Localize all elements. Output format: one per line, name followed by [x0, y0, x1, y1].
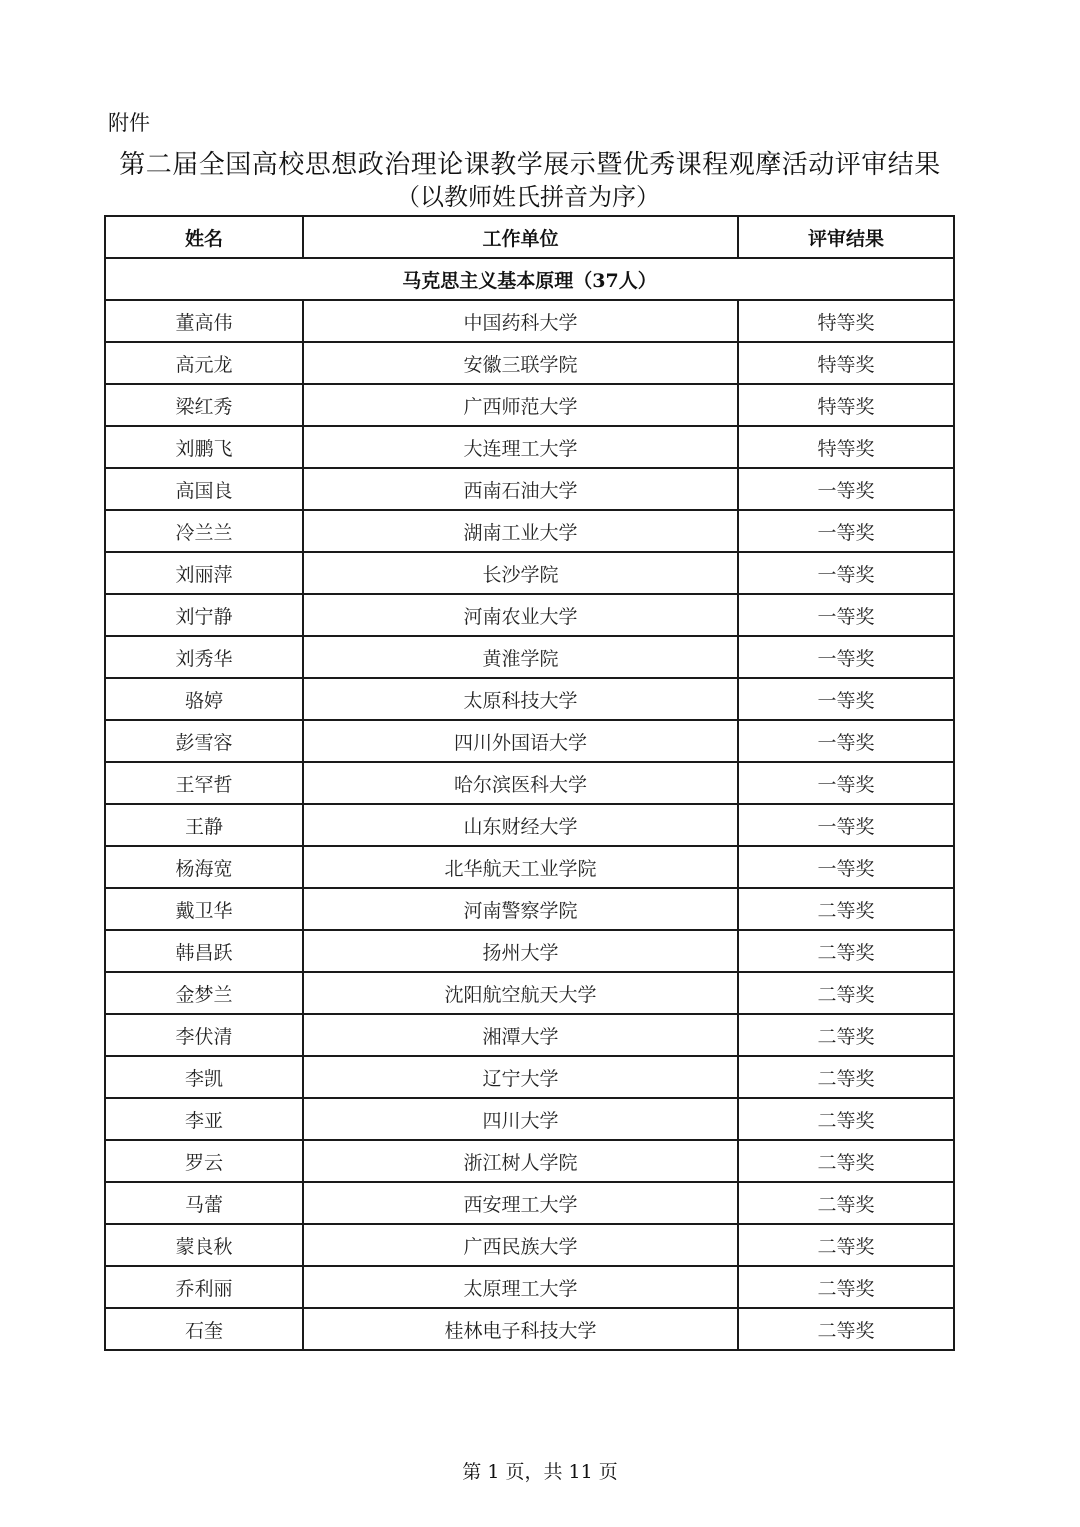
table-row: [105, 1140, 954, 1182]
cell-workplace: 四川大学: [303, 1098, 738, 1140]
cell-workplace: 四川外国语大学: [303, 720, 738, 762]
cell-result: 一等奖: [738, 510, 954, 552]
cell-workplace: 哈尔滨医科大学: [303, 762, 738, 804]
table-row: [105, 426, 954, 468]
cell-name: 李凯: [105, 1056, 303, 1098]
cell-name: 马蕾: [105, 1182, 303, 1224]
cell-workplace: 西南石油大学: [303, 468, 738, 510]
document-title: 第二届全国高校思想政治理论课教学展示暨优秀课程观摩活动评审结果: [119, 150, 941, 180]
table-body: [105, 258, 954, 1350]
cell-workplace: 河南农业大学: [303, 594, 738, 636]
cell-result: 二等奖: [738, 930, 954, 972]
cell-result: 二等奖: [738, 1056, 954, 1098]
table-row: [105, 300, 954, 342]
cell-name: 王罕哲: [105, 762, 303, 804]
table-row: [105, 384, 954, 426]
cell-name: 蒙良秋: [105, 1224, 303, 1266]
cell-result: 二等奖: [738, 1014, 954, 1056]
table-row: [105, 1266, 954, 1308]
page-footer: 第 1 页，共 11 页: [462, 1461, 618, 1483]
table-row: [105, 804, 954, 846]
table-row: [105, 468, 954, 510]
cell-name: 刘鹏飞: [105, 426, 303, 468]
cell-result: 一等奖: [738, 594, 954, 636]
cell-name: 韩昌跃: [105, 930, 303, 972]
cell-workplace: 湖南工业大学: [303, 510, 738, 552]
table-row: [105, 678, 954, 720]
cell-name: 杨海宽: [105, 846, 303, 888]
cell-name: 刘秀华: [105, 636, 303, 678]
table-row: [105, 1182, 954, 1224]
cell-name: 金梦兰: [105, 972, 303, 1014]
cell-result: 二等奖: [738, 1140, 954, 1182]
cell-name: 王静: [105, 804, 303, 846]
cell-name: 戴卫华: [105, 888, 303, 930]
cell-workplace: 湘潭大学: [303, 1014, 738, 1056]
cell-result: 二等奖: [738, 1266, 954, 1308]
cell-workplace: 太原科技大学: [303, 678, 738, 720]
cell-name: 李亚: [105, 1098, 303, 1140]
cell-workplace: 中国药科大学: [303, 300, 738, 342]
cell-result: 一等奖: [738, 804, 954, 846]
cell-result: 一等奖: [738, 468, 954, 510]
cell-name: 刘宁静: [105, 594, 303, 636]
cell-name: 刘丽萍: [105, 552, 303, 594]
cell-workplace: 广西民族大学: [303, 1224, 738, 1266]
cell-name: 高元龙: [105, 342, 303, 384]
cell-name: 董高伟: [105, 300, 303, 342]
cell-workplace: 浙江树人学院: [303, 1140, 738, 1182]
table-header-row: [105, 216, 954, 258]
cell-workplace: 沈阳航空航天大学: [303, 972, 738, 1014]
cell-workplace: 广西师范大学: [303, 384, 738, 426]
cell-result: 二等奖: [738, 972, 954, 1014]
cell-result: 一等奖: [738, 762, 954, 804]
document-subtitle: （以教师姓氏拼音为序）: [396, 183, 660, 211]
table-row: [105, 720, 954, 762]
table-row: [105, 762, 954, 804]
cell-name: 骆婷: [105, 678, 303, 720]
attachment-label: 附件: [108, 111, 150, 135]
cell-workplace: 太原理工大学: [303, 1266, 738, 1308]
cell-workplace: 山东财经大学: [303, 804, 738, 846]
cell-result: 二等奖: [738, 1098, 954, 1140]
cell-name: 石奎: [105, 1308, 303, 1350]
table-row: [105, 1014, 954, 1056]
cell-name: 冷兰兰: [105, 510, 303, 552]
cell-result: 一等奖: [738, 552, 954, 594]
table-row: [105, 972, 954, 1014]
cell-workplace: 辽宁大学: [303, 1056, 738, 1098]
table-row: [105, 930, 954, 972]
table-row: [105, 846, 954, 888]
cell-workplace: 河南警察学院: [303, 888, 738, 930]
table-row: [105, 510, 954, 552]
cell-name: 乔利丽: [105, 1266, 303, 1308]
section-row: [105, 258, 954, 300]
table-row: [105, 552, 954, 594]
cell-result: 特等奖: [738, 300, 954, 342]
table-row: [105, 1056, 954, 1098]
table-row: [105, 342, 954, 384]
table-row: [105, 1308, 954, 1350]
cell-result: 一等奖: [738, 720, 954, 762]
cell-result: 二等奖: [738, 1182, 954, 1224]
cell-name: 李伏清: [105, 1014, 303, 1056]
cell-result: 二等奖: [738, 1308, 954, 1350]
cell-result: 二等奖: [738, 1224, 954, 1266]
table-row: [105, 1224, 954, 1266]
cell-result: 特等奖: [738, 384, 954, 426]
table-row: [105, 594, 954, 636]
cell-result: 一等奖: [738, 636, 954, 678]
results-table: [104, 215, 955, 1351]
table-row: [105, 888, 954, 930]
cell-result: 特等奖: [738, 342, 954, 384]
cell-workplace: 桂林电子科技大学: [303, 1308, 738, 1350]
header-workplace: 工作单位: [303, 216, 738, 258]
cell-result: 二等奖: [738, 888, 954, 930]
table-row: [105, 1098, 954, 1140]
cell-workplace: 大连理工大学: [303, 426, 738, 468]
cell-workplace: 西安理工大学: [303, 1182, 738, 1224]
cell-result: 一等奖: [738, 846, 954, 888]
cell-name: 高国良: [105, 468, 303, 510]
cell-result: 一等奖: [738, 678, 954, 720]
table-row: [105, 636, 954, 678]
cell-workplace: 黄淮学院: [303, 636, 738, 678]
cell-workplace: 长沙学院: [303, 552, 738, 594]
cell-workplace: 北华航天工业学院: [303, 846, 738, 888]
cell-workplace: 安徽三联学院: [303, 342, 738, 384]
cell-name: 彭雪容: [105, 720, 303, 762]
cell-result: 特等奖: [738, 426, 954, 468]
cell-name: 梁红秀: [105, 384, 303, 426]
cell-workplace: 扬州大学: [303, 930, 738, 972]
cell-name: 罗云: [105, 1140, 303, 1182]
header-result: 评审结果: [738, 216, 954, 258]
header-name: 姓名: [105, 216, 303, 258]
section-title: 马克思主义基本原理（37人）: [105, 258, 954, 300]
